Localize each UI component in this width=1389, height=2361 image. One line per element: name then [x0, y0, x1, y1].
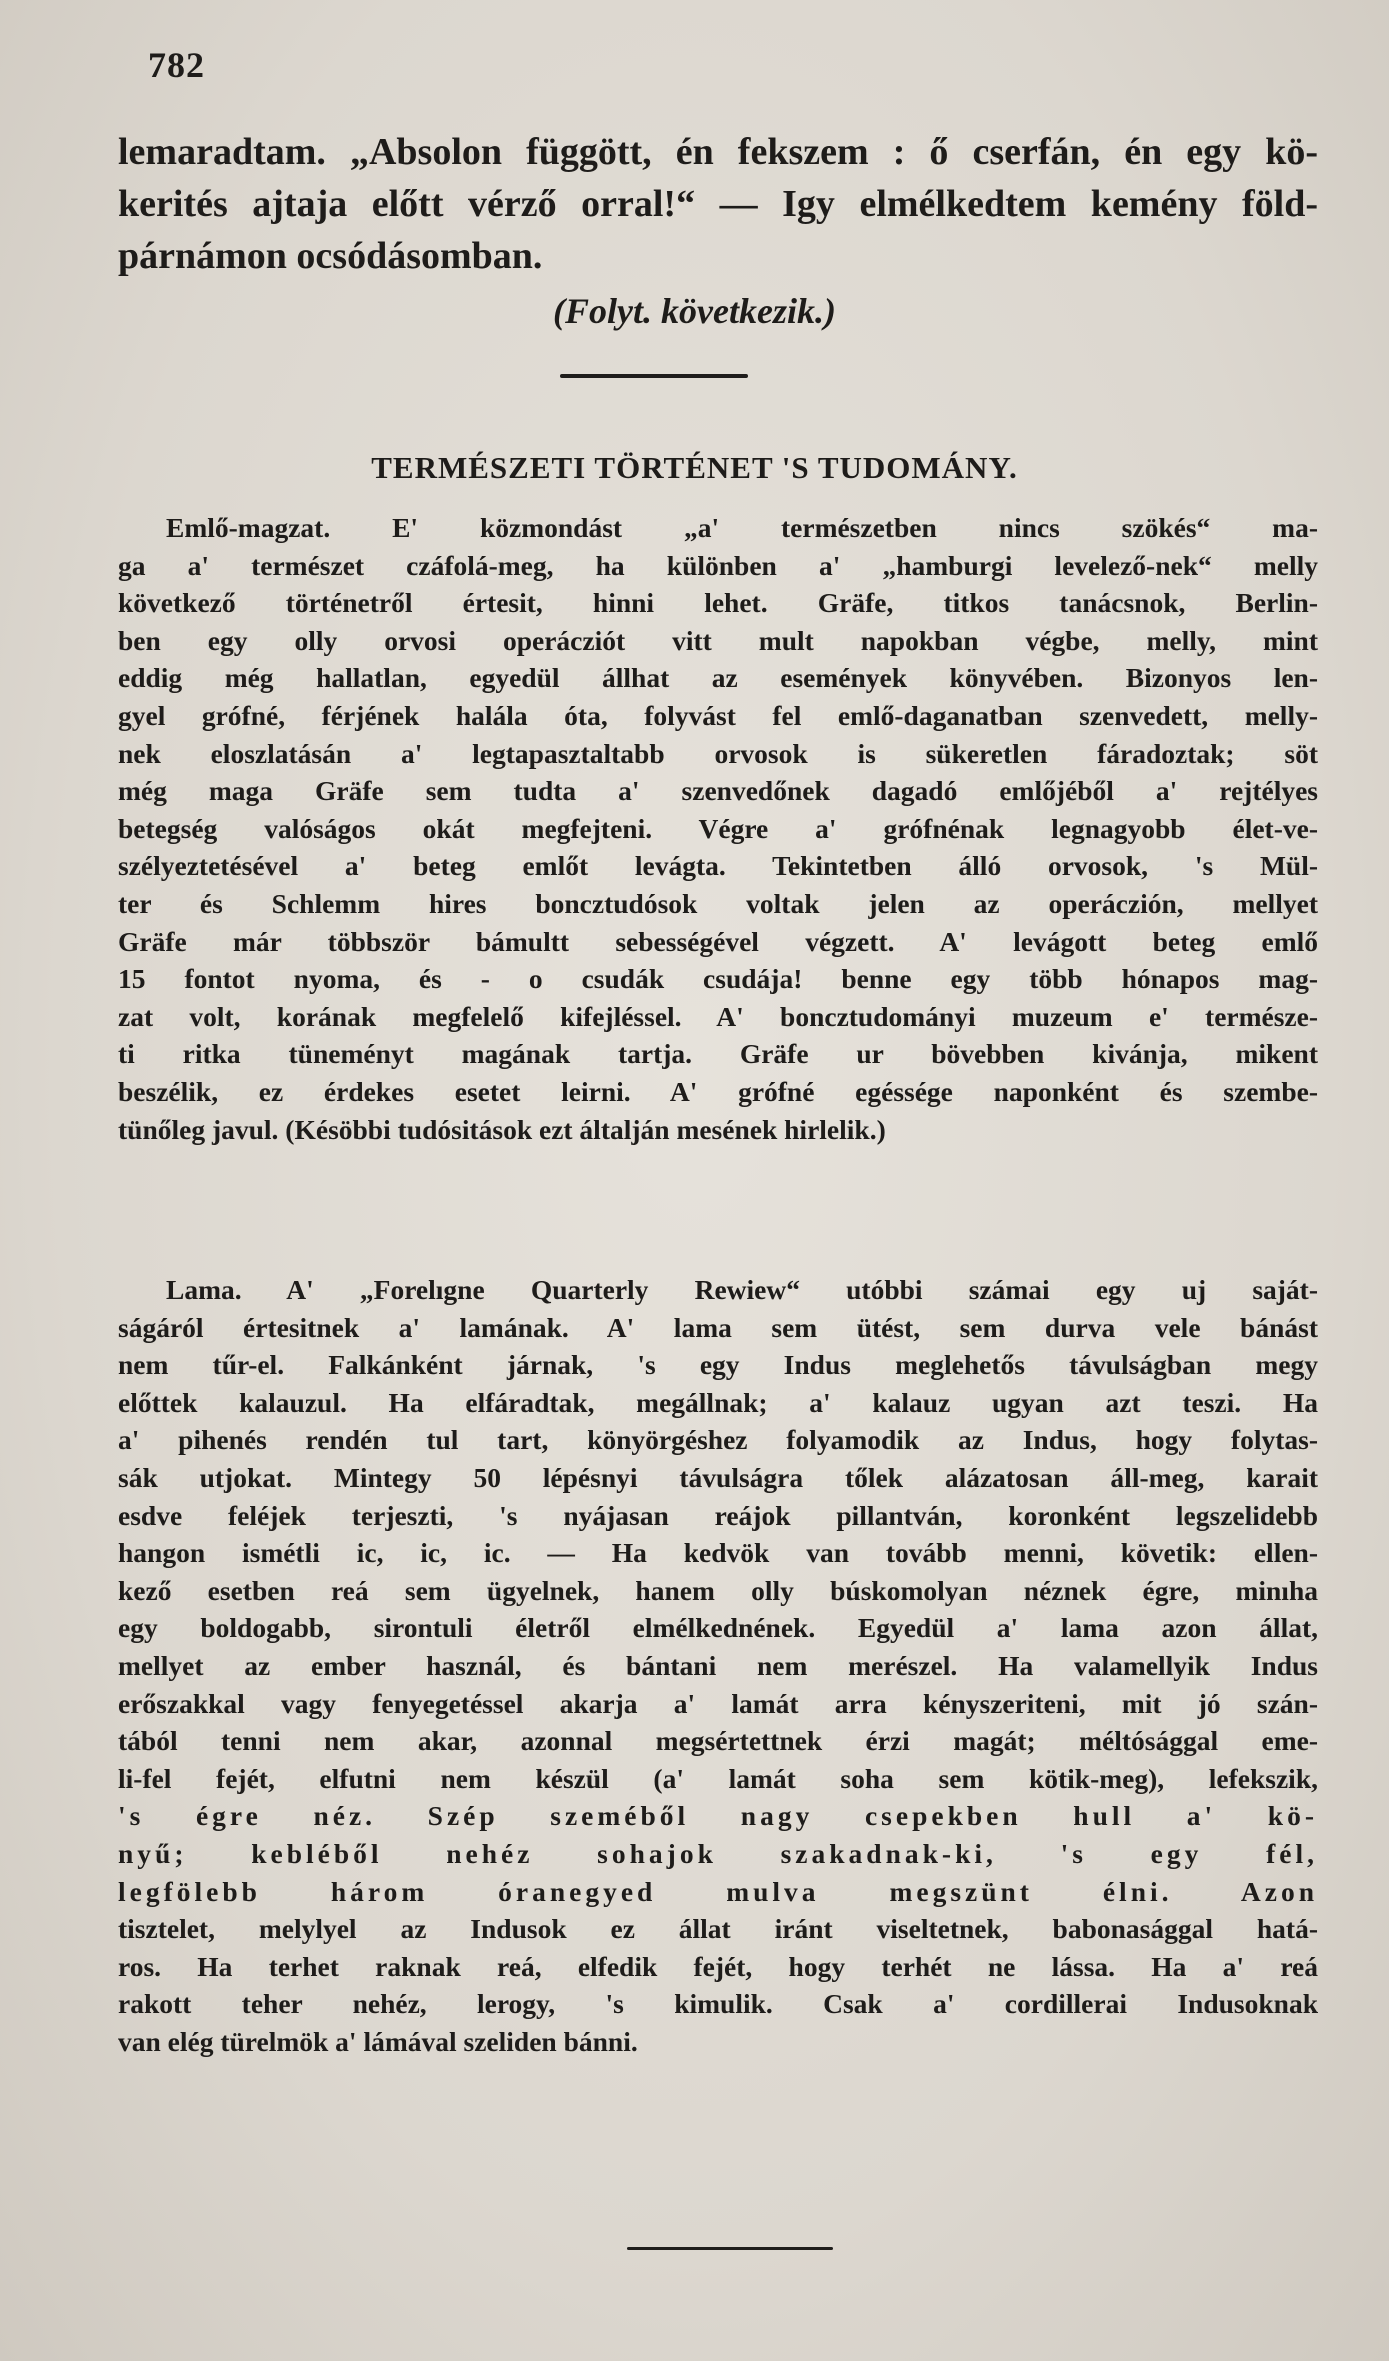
text-line: gyel grófné, férjének halála óta, folyvást fel emlő-daganatban szenvedett, melly- [118, 699, 1318, 731]
text-line: erőszakkal vagy fenyegetéssel akarja a' lamát arra kényszeriteni, mit jó szán- [118, 1687, 1318, 1719]
text-line: sák utjokat. Mintegy 50 lépésnyi távulságra tőlek alázatosan áll-meg, karait [118, 1461, 1318, 1493]
text-line: tünőleg javul. (Késöbbi tudósitások ezt általján mesének hirlelik.) [118, 1113, 886, 1145]
continuation-text [118, 126, 1318, 282]
text-line: 's égre néz. Szép szeméből nagy csepekben hull a' kö- [118, 1800, 1318, 1832]
text-line: előttek kalauzul. Ha elfáradtak, megállnak; a' kalauz ugyan azt teszi. Ha [118, 1386, 1318, 1418]
text-line: nek eloszlatásán a' legtapasztaltabb orvosok is sükeretlen fáradoztak; söt [118, 737, 1318, 769]
text-line: beszélik, ez érdekes esetet leirni. A' grófné egéssége naponként és szembe- [118, 1075, 1318, 1107]
text-line: egy boldogabb, sirontuli életről elmélkednének. Egyedül a' lama azon állat, [118, 1612, 1318, 1644]
end-divider [627, 2247, 833, 2250]
text-line: kerités ajtaja előtt vérző orral!“ — Igy elmélkedtem kemény föld- [118, 183, 1318, 225]
text-line: Lama. A' „Forelıgne Quarterly Rewiew“ utóbbi számai egy uj saját- [166, 1274, 1318, 1305]
paragraph-breast-embryo [118, 509, 1318, 1148]
to-be-continued-note: (Folyt. következik.) [553, 291, 836, 331]
text-line: lemaradtam. „Absolon függött, én fekszem : ő cserfán, én egy kö- [118, 131, 1318, 173]
text-line: tisztelet, melylyel az Indusok ez állat iránt viseltetnek, babonasággal hatá- [118, 1913, 1318, 1945]
text-line: ros. Ha terhet raknak reá, elfedik fejét, hogy terhét ne lássa. Ha a' reá [118, 1950, 1318, 1982]
text-line: ben egy olly orvosi operácziót vitt mult napokban végbe, melly, mint [118, 624, 1318, 656]
text-line: ter és Schlemm hires boncztudósok voltak jelen az operáczión, mellyet [118, 887, 1318, 919]
text-line: hangon ismétli ic, ic, ic. — Ha kedvök van tovább menni, követik: ellen- [118, 1537, 1318, 1569]
paragraph-llama [118, 1271, 1318, 2060]
text-line: betegség valóságos okát megfejteni. Végre a' grófnénak legnagyobb élet-ve- [118, 812, 1318, 844]
page-number: 782 [148, 45, 205, 85]
text-line: nem tűr-el. Falkánként járnak, 's egy Indus meglehetős távulságban megy [118, 1349, 1318, 1381]
text-line: legfölebb három óranegyed mulva megszünt élni. Azon [118, 1875, 1318, 1907]
text-line: párnámon ocsódásomban. [118, 235, 543, 277]
text-line: kező esetben reá sem ügyelnek, hanem olly búskomolyan néznek égre, minıha [118, 1574, 1318, 1606]
text-line: mellyet az ember használ, és bántani nem merészel. Ha valamellyik Indus [118, 1649, 1318, 1681]
text-line: szélyeztetésével a' beteg emlőt levágta. Tekintetben álló orvosok, 's Mül- [118, 850, 1318, 882]
section-heading: TERMÉSZETI TÖRTÉNET 'S TUDOMÁNY. [371, 450, 1018, 485]
text-line: a' pihenés rendén tul tart, könyörgéshez folyamodik az Indus, hogy folytas- [118, 1424, 1318, 1456]
text-line: 15 fontot nyoma, és - o csudák csudája! benne egy több hónapos mag- [118, 963, 1318, 995]
text-line: ga a' természet czáfolá-meg, ha különben a' „hamburgi levelező-nek“ melly [118, 549, 1318, 581]
text-line: nyű; kebléből nehéz sohajok szakadnak-ki, 's egy fél, [118, 1837, 1318, 1869]
text-line: eddig még hallatlan, egyedül állhat az események könyvében. Bizonyos len- [118, 662, 1318, 694]
text-line: li-fel fejét, elfutni nem készül (a' lamát soha sem kötik-meg), lefekszik, [118, 1762, 1318, 1794]
text-line: következő történetről értesit, hinni lehet. Gräfe, titkos tanácsnok, Berlin- [118, 587, 1318, 619]
text-line: esdve feléjek terjeszti, 's nyájasan reájok pillantván, koronként legszelidebb [118, 1499, 1318, 1531]
section-divider [560, 374, 748, 378]
text-line: zat volt, korának megfelelő kifejléssel. A' boncztudományi muzeum e' természe- [118, 1000, 1318, 1032]
text-line: még maga Gräfe sem tudta a' szenvedőnek dagadó emlőjéből a' rejtélyes [118, 775, 1318, 807]
text-line: Gräfe már többször bámultt sebességével végzett. A' levágott beteg emlő [118, 925, 1318, 957]
text-line: ságáról értesitnek a' lamának. A' lama sem ütést, sem durva vele bánást [118, 1311, 1318, 1343]
text-line: van elég türelmök a' lámával szeliden bánni. [118, 2025, 638, 2057]
text-line: Emlő-magzat. E' közmondást „a' természetben nincs szökés“ ma- [166, 512, 1318, 543]
text-line: ti ritka tüneményt magának tartja. Gräfe ur bövebben kivánja, mikent [118, 1038, 1318, 1070]
text-line: rakott teher nehéz, lerogy, 's kimulik. Csak a' cordillerai Indusoknak [118, 1988, 1318, 2020]
text-line: tából tenni nem akar, azonnal megsértettnek érzi magát; méltósággal eme- [118, 1725, 1318, 1757]
